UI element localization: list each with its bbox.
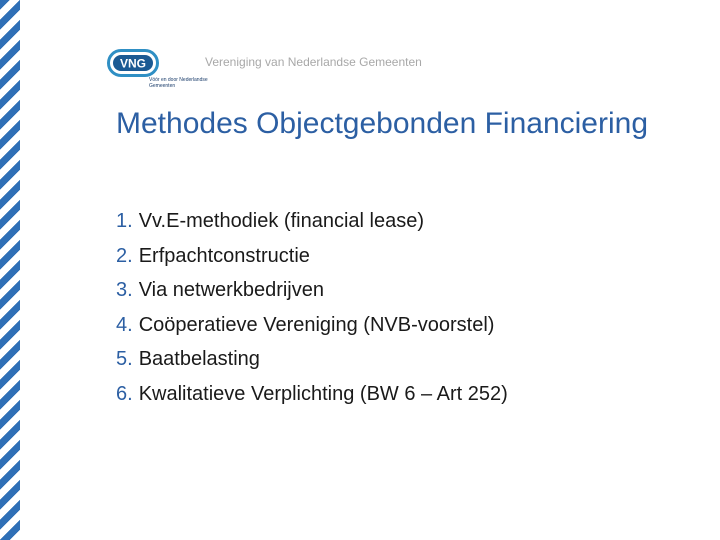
slide-title: Methodes Objectgebonden Financiering <box>116 107 649 140</box>
list-item-text: Baatbelasting <box>138 348 260 370</box>
list-item <box>116 204 508 239</box>
organization-name: Vereniging van Nederlandse Gemeenten <box>205 55 422 69</box>
list-item <box>116 308 508 343</box>
vng-logo-tagline: Vóór en door Nederlandse Gemeenten <box>149 77 208 89</box>
list-item <box>116 377 508 412</box>
list-item-text: Kwalitatieve Verplichting (BW 6 – Art 252) <box>138 382 508 405</box>
list-item-number: 1. <box>116 210 133 232</box>
vng-logo-text: VNG <box>119 56 147 71</box>
list-item <box>116 273 508 308</box>
list-item-text: Coöperatieve Vereniging (NVB-voorstel) <box>138 313 495 336</box>
list-item-number: 3. <box>116 279 133 301</box>
list-item-number: 4. <box>116 313 133 336</box>
method-list <box>116 204 508 411</box>
list-item <box>116 239 508 274</box>
list-item-text: Via netwerkbedrijven <box>138 279 324 301</box>
vng-logo <box>103 44 208 92</box>
vng-logo-badge-icon <box>107 49 159 77</box>
decorative-side-stripe <box>0 0 20 540</box>
list-item-number: 2. <box>116 244 133 267</box>
list-item <box>116 342 508 377</box>
list-item-number: 6. <box>116 382 133 405</box>
list-item-text: Vv.E-methodiek (financial lease) <box>138 210 424 232</box>
list-item-text: Erfpachtconstructie <box>138 244 310 267</box>
list-item-number: 5. <box>116 348 133 370</box>
